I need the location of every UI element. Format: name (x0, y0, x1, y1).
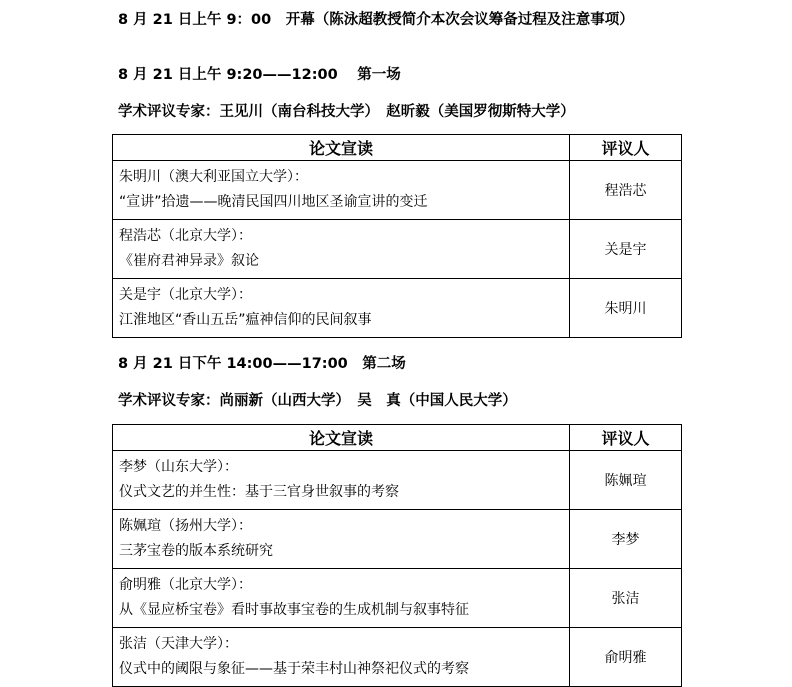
table-row (113, 628, 682, 687)
paper-cell (113, 279, 570, 338)
session-2-table (112, 424, 682, 687)
table-row (113, 161, 682, 220)
paper-title: 江淮地区“香山五岳”瘟神信仰的民间叙事 (119, 312, 372, 328)
session-1-heading: 8 月 21 日上午 9:20——12:00 第一场 (118, 67, 401, 83)
paper-title: “宣讲”拾遗——晚清民国四川地区圣谕宣讲的变迁 (119, 194, 428, 210)
paper-title: 从《显应桥宝卷》看时事故事宝卷的生成机制与叙事特征 (119, 602, 469, 618)
reviewer-cell: 陈姵瑄 (570, 451, 682, 510)
column-header-reviewer: 评议人 (570, 135, 682, 161)
paper-cell (113, 569, 570, 628)
paper-author: 朱明川（澳大利亚国立大学）： (119, 169, 308, 185)
paper-title: 《崔府君神异录》叙论 (119, 253, 259, 269)
paper-cell (113, 161, 570, 220)
reviewer-cell: 张洁 (570, 569, 682, 628)
reviewer-cell: 李梦 (570, 510, 682, 569)
column-header-paper: 论文宣读 (113, 425, 570, 451)
table-row (113, 279, 682, 338)
table-header-row (113, 135, 682, 161)
paper-cell (113, 628, 570, 687)
session-1-table (112, 134, 682, 338)
reviewer-cell: 关是宇 (570, 220, 682, 279)
reviewer-cell: 俞明雅 (570, 628, 682, 687)
session-2-experts: 学术评议专家：尚丽新（山西大学） 吴 真（中国人民大学） (118, 393, 517, 409)
paper-author: 程浩芯（北京大学）： (119, 228, 252, 244)
paper-author: 陈姵瑄（扬州大学）： (119, 518, 252, 534)
session-1-experts: 学术评议专家：王见川（南台科技大学） 赵昕毅（美国罗彻斯特大学） (118, 104, 575, 120)
table-row (113, 220, 682, 279)
paper-cell (113, 510, 570, 569)
paper-cell (113, 451, 570, 510)
table-row (113, 451, 682, 510)
table-row (113, 569, 682, 628)
reviewer-cell: 朱明川 (570, 279, 682, 338)
paper-title: 三茅宝卷的版本系统研究 (119, 543, 273, 559)
column-header-paper: 论文宣读 (113, 135, 570, 161)
paper-title: 仪式中的阈限与象征——基于荣丰村山神祭祀仪式的考察 (119, 661, 469, 677)
column-header-reviewer: 评议人 (570, 425, 682, 451)
paper-author: 俞明雅（北京大学）： (119, 577, 252, 593)
session-2-heading: 8 月 21 日下午 14:00——17:00 第二场 (118, 356, 406, 372)
paper-author: 关是宇（北京大学）： (119, 287, 252, 303)
paper-cell (113, 220, 570, 279)
opening-line: 8 月 21 日上午 9：00 开幕（陈泳超教授简介本次会议筹备过程及注意事项） (118, 12, 634, 28)
paper-author: 李梦（山东大学）： (119, 459, 238, 475)
table-header-row (113, 425, 682, 451)
reviewer-cell: 程浩芯 (570, 161, 682, 220)
table-row (113, 510, 682, 569)
paper-author: 张洁（天津大学）： (119, 636, 238, 652)
paper-title: 仪式文艺的并生性：基于三官身世叙事的考察 (119, 484, 399, 500)
